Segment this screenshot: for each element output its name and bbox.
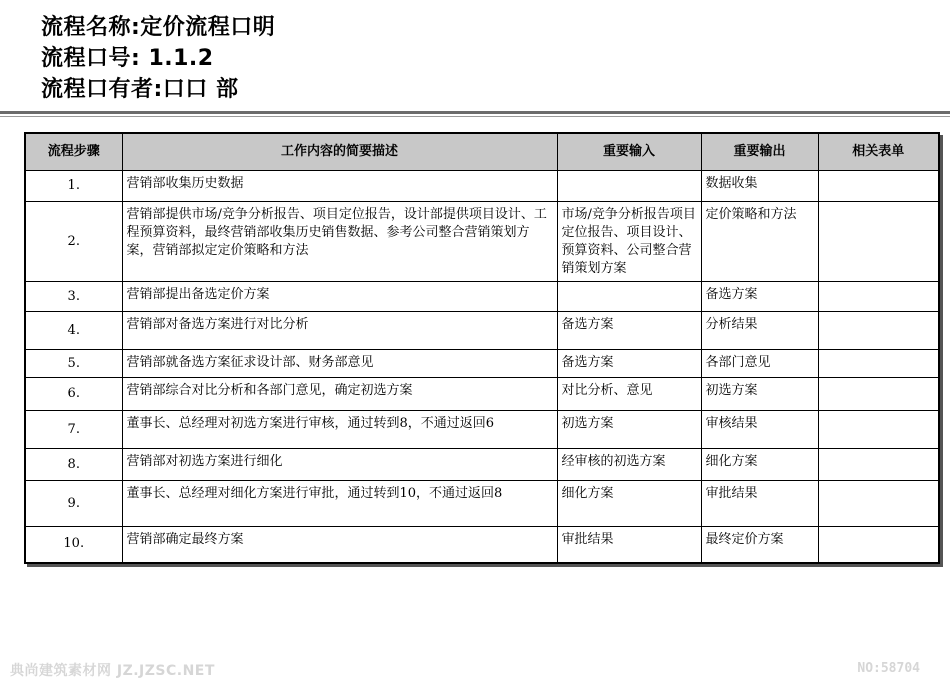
description-cell: 营销部综合对比分析和各部门意见，确定初选方案 [122,378,557,411]
description-cell: 营销部提出备选定价方案 [122,282,557,312]
output-cell: 备选方案 [701,282,818,312]
input-cell: 对比分析、意见 [557,378,701,411]
header-divider-thin [0,116,950,117]
output-cell: 审核结果 [701,411,818,449]
table-row [25,171,939,202]
step-cell: 9. [25,481,122,527]
column-header-input: 重要输入 [557,133,701,171]
forms-cell [818,449,939,481]
table-row [25,449,939,481]
column-header-description: 工作内容的简要描述 [122,133,557,171]
forms-cell [818,171,939,202]
column-header-forms: 相关表单 [818,133,939,171]
step-cell: 2. [25,202,122,282]
output-cell: 数据收集 [701,171,818,202]
output-cell: 各部门意见 [701,350,818,378]
forms-cell [818,481,939,527]
input-cell: 经审核的初选方案 [557,449,701,481]
description-cell: 营销部对备选方案进行对比分析 [122,312,557,350]
description-cell: 营销部确定最终方案 [122,527,557,563]
input-cell [557,282,701,312]
output-cell: 最终定价方案 [701,527,818,563]
description-cell: 董事长、总经理对细化方案进行审批，通过转到10，不通过返回8 [122,481,557,527]
step-cell: 4. [25,312,122,350]
description-cell: 营销部对初选方案进行细化 [122,449,557,481]
forms-cell [818,282,939,312]
description-cell: 营销部收集历史数据 [122,171,557,202]
watermark-number: NO:58704 [857,661,920,676]
column-header-step: 流程步骤 [25,133,122,171]
table-header-row [25,133,939,171]
forms-cell [818,378,939,411]
input-cell: 初选方案 [557,411,701,449]
step-cell: 3. [25,282,122,312]
description-cell: 董事长、总经理对初选方案进行审核，通过转到8，不通过返回6 [122,411,557,449]
watermark-text: 典尚建筑素材网 JZ.JZSC.NET [10,663,215,679]
forms-cell [818,312,939,350]
process-name: 流程名称:定价流程口明 [41,15,276,40]
step-cell: 8. [25,449,122,481]
step-cell: 1. [25,171,122,202]
table-row [25,378,939,411]
forms-cell [818,527,939,563]
output-cell: 初选方案 [701,378,818,411]
table-row [25,350,939,378]
step-cell: 7. [25,411,122,449]
input-cell [557,171,701,202]
table-row [25,282,939,312]
step-cell: 10. [25,527,122,563]
step-cell: 5. [25,350,122,378]
output-cell: 分析结果 [701,312,818,350]
process-table [24,132,940,564]
column-header-output: 重要输出 [701,133,818,171]
step-cell: 6. [25,378,122,411]
table-row [25,202,939,282]
process-code: 流程口号: 1.1.2 [41,46,214,71]
process-header [41,12,275,105]
output-cell: 定价策略和方法 [701,202,818,282]
description-cell: 营销部提供市场/竞争分析报告、项目定位报告，设计部提供项目设计、工程预算资料，最终营销部收集历史销售数据、参考公司整合营销策划方案，营销部拟定定价策略和方法 [122,202,557,282]
table-row [25,312,939,350]
process-owner: 流程口有者:口口 部 [41,77,239,102]
output-cell: 审批结果 [701,481,818,527]
output-cell: 细化方案 [701,449,818,481]
table-row [25,527,939,563]
input-cell: 审批结果 [557,527,701,563]
header-divider [0,111,950,114]
table-row [25,411,939,449]
input-cell: 市场/竞争分析报告项目定位报告、项目设计、预算资料、公司整合营销策划方案 [557,202,701,282]
forms-cell [818,411,939,449]
forms-cell [818,350,939,378]
input-cell: 备选方案 [557,350,701,378]
forms-cell [818,202,939,282]
input-cell: 细化方案 [557,481,701,527]
table-row [25,481,939,527]
description-cell: 营销部就备选方案征求设计部、财务部意见 [122,350,557,378]
input-cell: 备选方案 [557,312,701,350]
